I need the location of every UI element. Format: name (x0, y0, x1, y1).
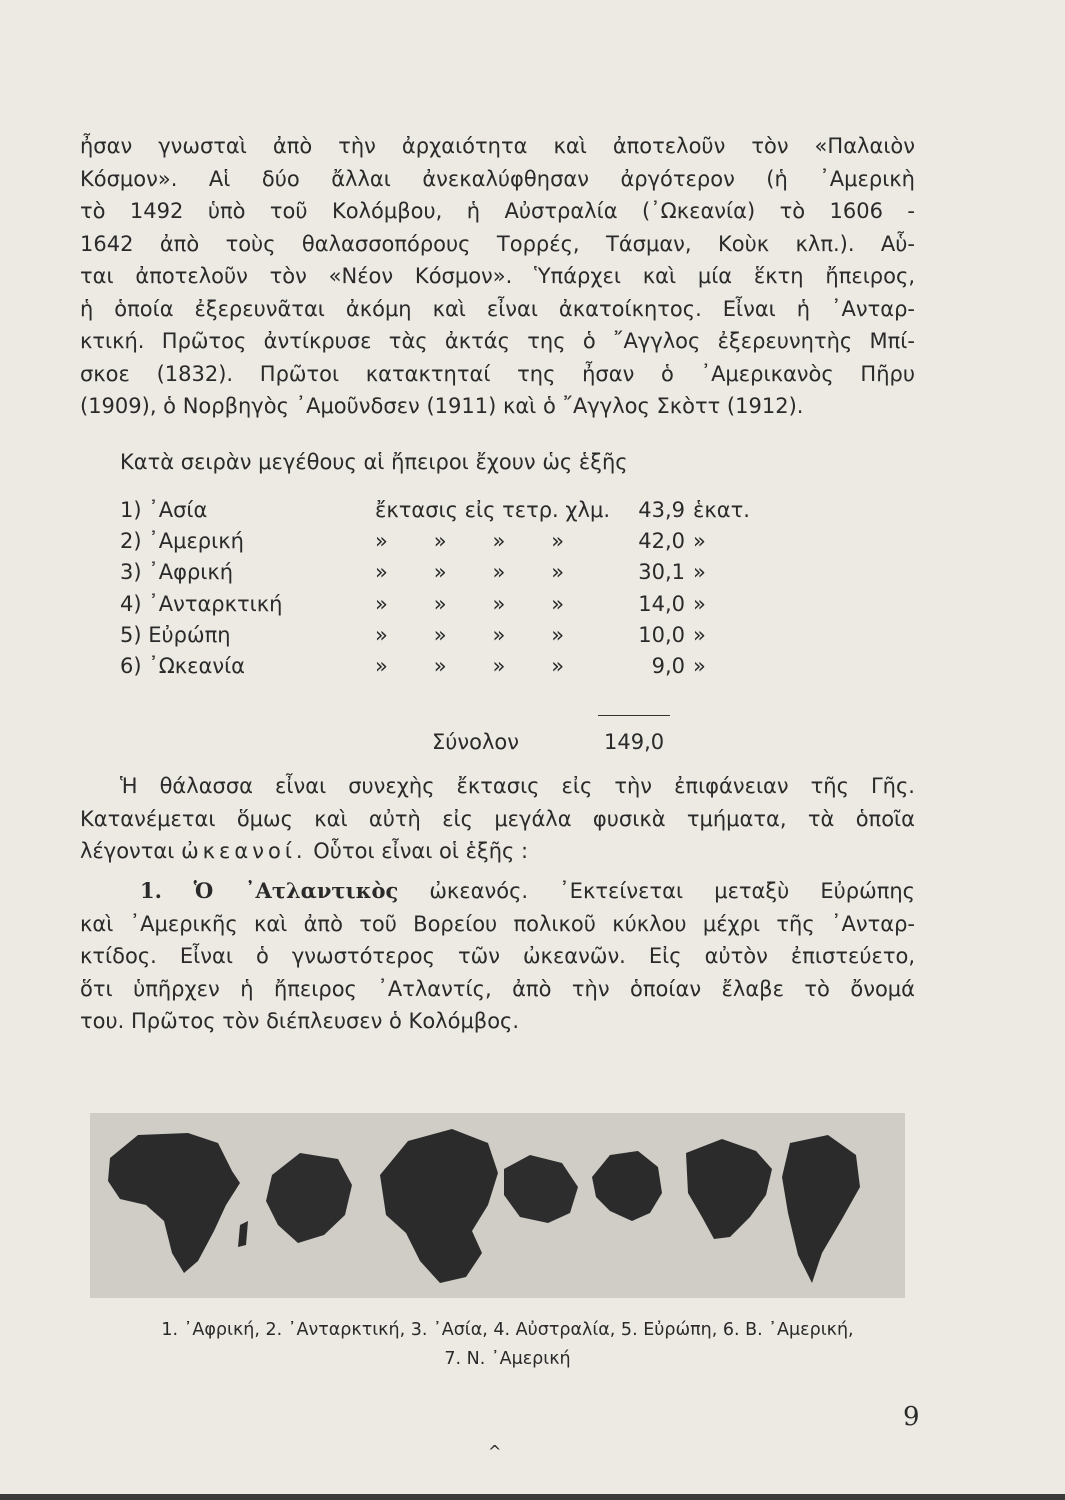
ditto-mark: » (492, 528, 506, 553)
area-unit: » (693, 591, 706, 616)
area-unit: » (693, 560, 706, 585)
ditto-mark: » (492, 654, 506, 679)
continents-silhouettes-image (90, 1113, 905, 1298)
text-line (80, 835, 915, 868)
continent-name: 6) ᾿Ωκεανία (120, 654, 246, 679)
ditto-mark: » (492, 560, 506, 585)
text-line: σκοε (1832). Πρῶτοι κατακτηταί της ἦσαν ὁ ᾿Αμερικανὸς Πῆρυ (80, 361, 915, 386)
text-line: Κατανέμεται ὅμως καὶ αὐτὴ εἰς μεγάλα φυσικὰ τμήματα, τὰ ὁποῖα (80, 806, 915, 831)
scan-edge (0, 1494, 1065, 1500)
text-segment: ὠκεανός. ᾿Εκτείνεται μεταξὺ Εὐρώπης (429, 879, 915, 903)
area-value: 30,1 (638, 560, 685, 585)
area-unit: » (693, 654, 706, 679)
ditto-mark: » (375, 654, 388, 679)
area-value: 9,0 (651, 654, 685, 679)
continent-name: 3) ᾿Αφρική (120, 560, 234, 585)
text-line: 1642 ἀπὸ τοὺς θαλασσοπόρους Τορρές, Τάσμαν, Κοὺκ κλπ.). Αὗ- (80, 231, 915, 256)
area-value: 10,0 (638, 622, 685, 647)
table-intro: Κατὰ σειρὰν μεγέθους αἱ ἤπειροι ἔχουν ὡς ἑξῆς (120, 450, 628, 474)
text-line: ἡ ὁποία ἐξερευνᾶται ἀκόμη καὶ εἶναι ἀκατοίκητος. Εἶναι ἡ ᾿Ανταρ- (80, 296, 915, 321)
paragraph-continents-history (80, 130, 915, 423)
text-line: Κόσμον». Αἱ δύο ἄλλαι ἀνεκαλύφθησαν ἀργότερον (ἡ ᾿Αμερικὴ (80, 166, 915, 191)
ditto-mark: » (551, 591, 565, 616)
continent-name: 5) Εὐρώπη (120, 622, 231, 647)
continent-name: 4) ᾿Ανταρκτική (120, 591, 283, 616)
ditto-mark: » (433, 622, 447, 647)
table-row (120, 650, 753, 681)
text-line: καὶ ᾿Αμερικῆς καὶ ἀπὸ τοῦ Βορείου πολικοῦ κύκλου μέχρι τῆς ᾿Ανταρ- (80, 911, 915, 936)
ditto-mark: » (433, 560, 447, 585)
continent-area-table (120, 494, 753, 682)
area-value: 42,0 (638, 528, 685, 553)
table-row (120, 494, 753, 525)
ditto-mark: » (433, 591, 447, 616)
area-unit: » (693, 528, 706, 553)
ditto-mark: » (551, 528, 565, 553)
text-line: κτίδος. Εἶναι ὁ γνωστότερος τῶν ὠκεανῶν. Εἰς αὐτὸν ἐπιστεύετο, (80, 944, 915, 968)
paragraph-oceans-intro (80, 770, 915, 868)
continents-figure (90, 1113, 905, 1298)
total-label: Σύνολον (432, 730, 520, 754)
area-unit: » (693, 622, 706, 647)
ditto-mark: » (492, 622, 506, 647)
paragraph-atlantic-ocean (80, 875, 915, 1038)
page-number: 9 (903, 1402, 920, 1432)
ditto-mark: » (433, 528, 447, 553)
text-line: ται ἀποτελοῦν τὸν «Νέον Κόσμον». Ὑπάρχει καὶ μία ἕκτη ἤπειρος, (80, 264, 915, 288)
area-unit: ἑκατ. (693, 497, 750, 522)
figure-caption-line: 7. Ν. ᾿Αμερική (444, 1349, 571, 1369)
text-line (80, 875, 915, 908)
text-line: ἦσαν γνωσταὶ ἀπὸ τὴν ἀρχαιότητα καὶ ἀποτελοῦν τὸν «Παλαιὸν (80, 134, 915, 158)
ditto-mark: » (551, 654, 565, 679)
text-line: τὸ 1492 ὑπὸ τοῦ Κολόμβου, ἡ Αὐστραλία (᾿Ωκεανία) τὸ 1606 - (80, 199, 915, 223)
ditto-mark: » (492, 591, 506, 616)
printer-mark: ^ (488, 1442, 502, 1461)
text-segment: Οὗτοι εἶναι οἱ ἑξῆς : (313, 839, 529, 863)
continent-name: 1) ᾿Ασία (120, 497, 208, 522)
continent-name: 2) ᾿Αμερική (120, 528, 244, 553)
section-heading: 1. Ὁ ᾿Ατλαντικὸς (140, 878, 399, 903)
sum-rule-divider (598, 715, 670, 716)
text-segment: λέγονται (80, 839, 175, 863)
figure-caption-line: 1. ᾿Αφρική, 2. ᾿Ανταρκτική, 3. ᾿Ασία, 4. Αὐστραλία, 5. Εὐρώπη, 6. Β. ᾿Αμερική, (161, 1320, 854, 1340)
area-value: 43,9 (638, 497, 685, 522)
ditto-mark: » (375, 591, 388, 616)
text-line: ὅτι ὑπῆρχεν ἡ ἤπειρος ᾿Ατλαντίς, ἀπὸ τὴν ὁποίαν ἔλαβε τὸ ὄνομά (80, 976, 915, 1001)
emphasized-term: ὠκεανοί. (181, 839, 307, 863)
ditto-mark: » (551, 560, 565, 585)
ditto-mark: » (433, 654, 447, 679)
table-row (120, 619, 753, 650)
ditto-mark: » (375, 622, 388, 647)
ditto-mark: » (551, 622, 565, 647)
text-line: του. Πρῶτος τὸν διέπλευσεν ὁ Κολόμβος. (80, 1009, 520, 1033)
table-row (120, 588, 753, 619)
table-row (120, 557, 753, 588)
table-row (120, 525, 753, 556)
ditto-mark: » (375, 528, 388, 553)
ditto-mark: » (375, 560, 388, 585)
total-value: 149,0 (604, 730, 665, 754)
text-line: κτική. Πρῶτος ἀντίκρυσε τὰς ἀκτάς της ὁ ῎Αγγλος ἐξερευνητὴς Μπί- (80, 329, 915, 353)
area-value: 14,0 (638, 591, 685, 616)
text-line: Ἡ θάλασσα εἶναι συνεχὴς ἔκτασις εἰς τὴν ἐπιφάνειαν τῆς Γῆς. (120, 774, 915, 798)
measure-label: ἔκτασις εἰς τετρ. χλμ. (375, 497, 610, 522)
text-line: (1909), ὁ Νορβηγὸς ᾿Αμοῦνδσεν (1911) καὶ ὁ ῎Αγγλος Σκὸττ (1912). (80, 394, 804, 418)
